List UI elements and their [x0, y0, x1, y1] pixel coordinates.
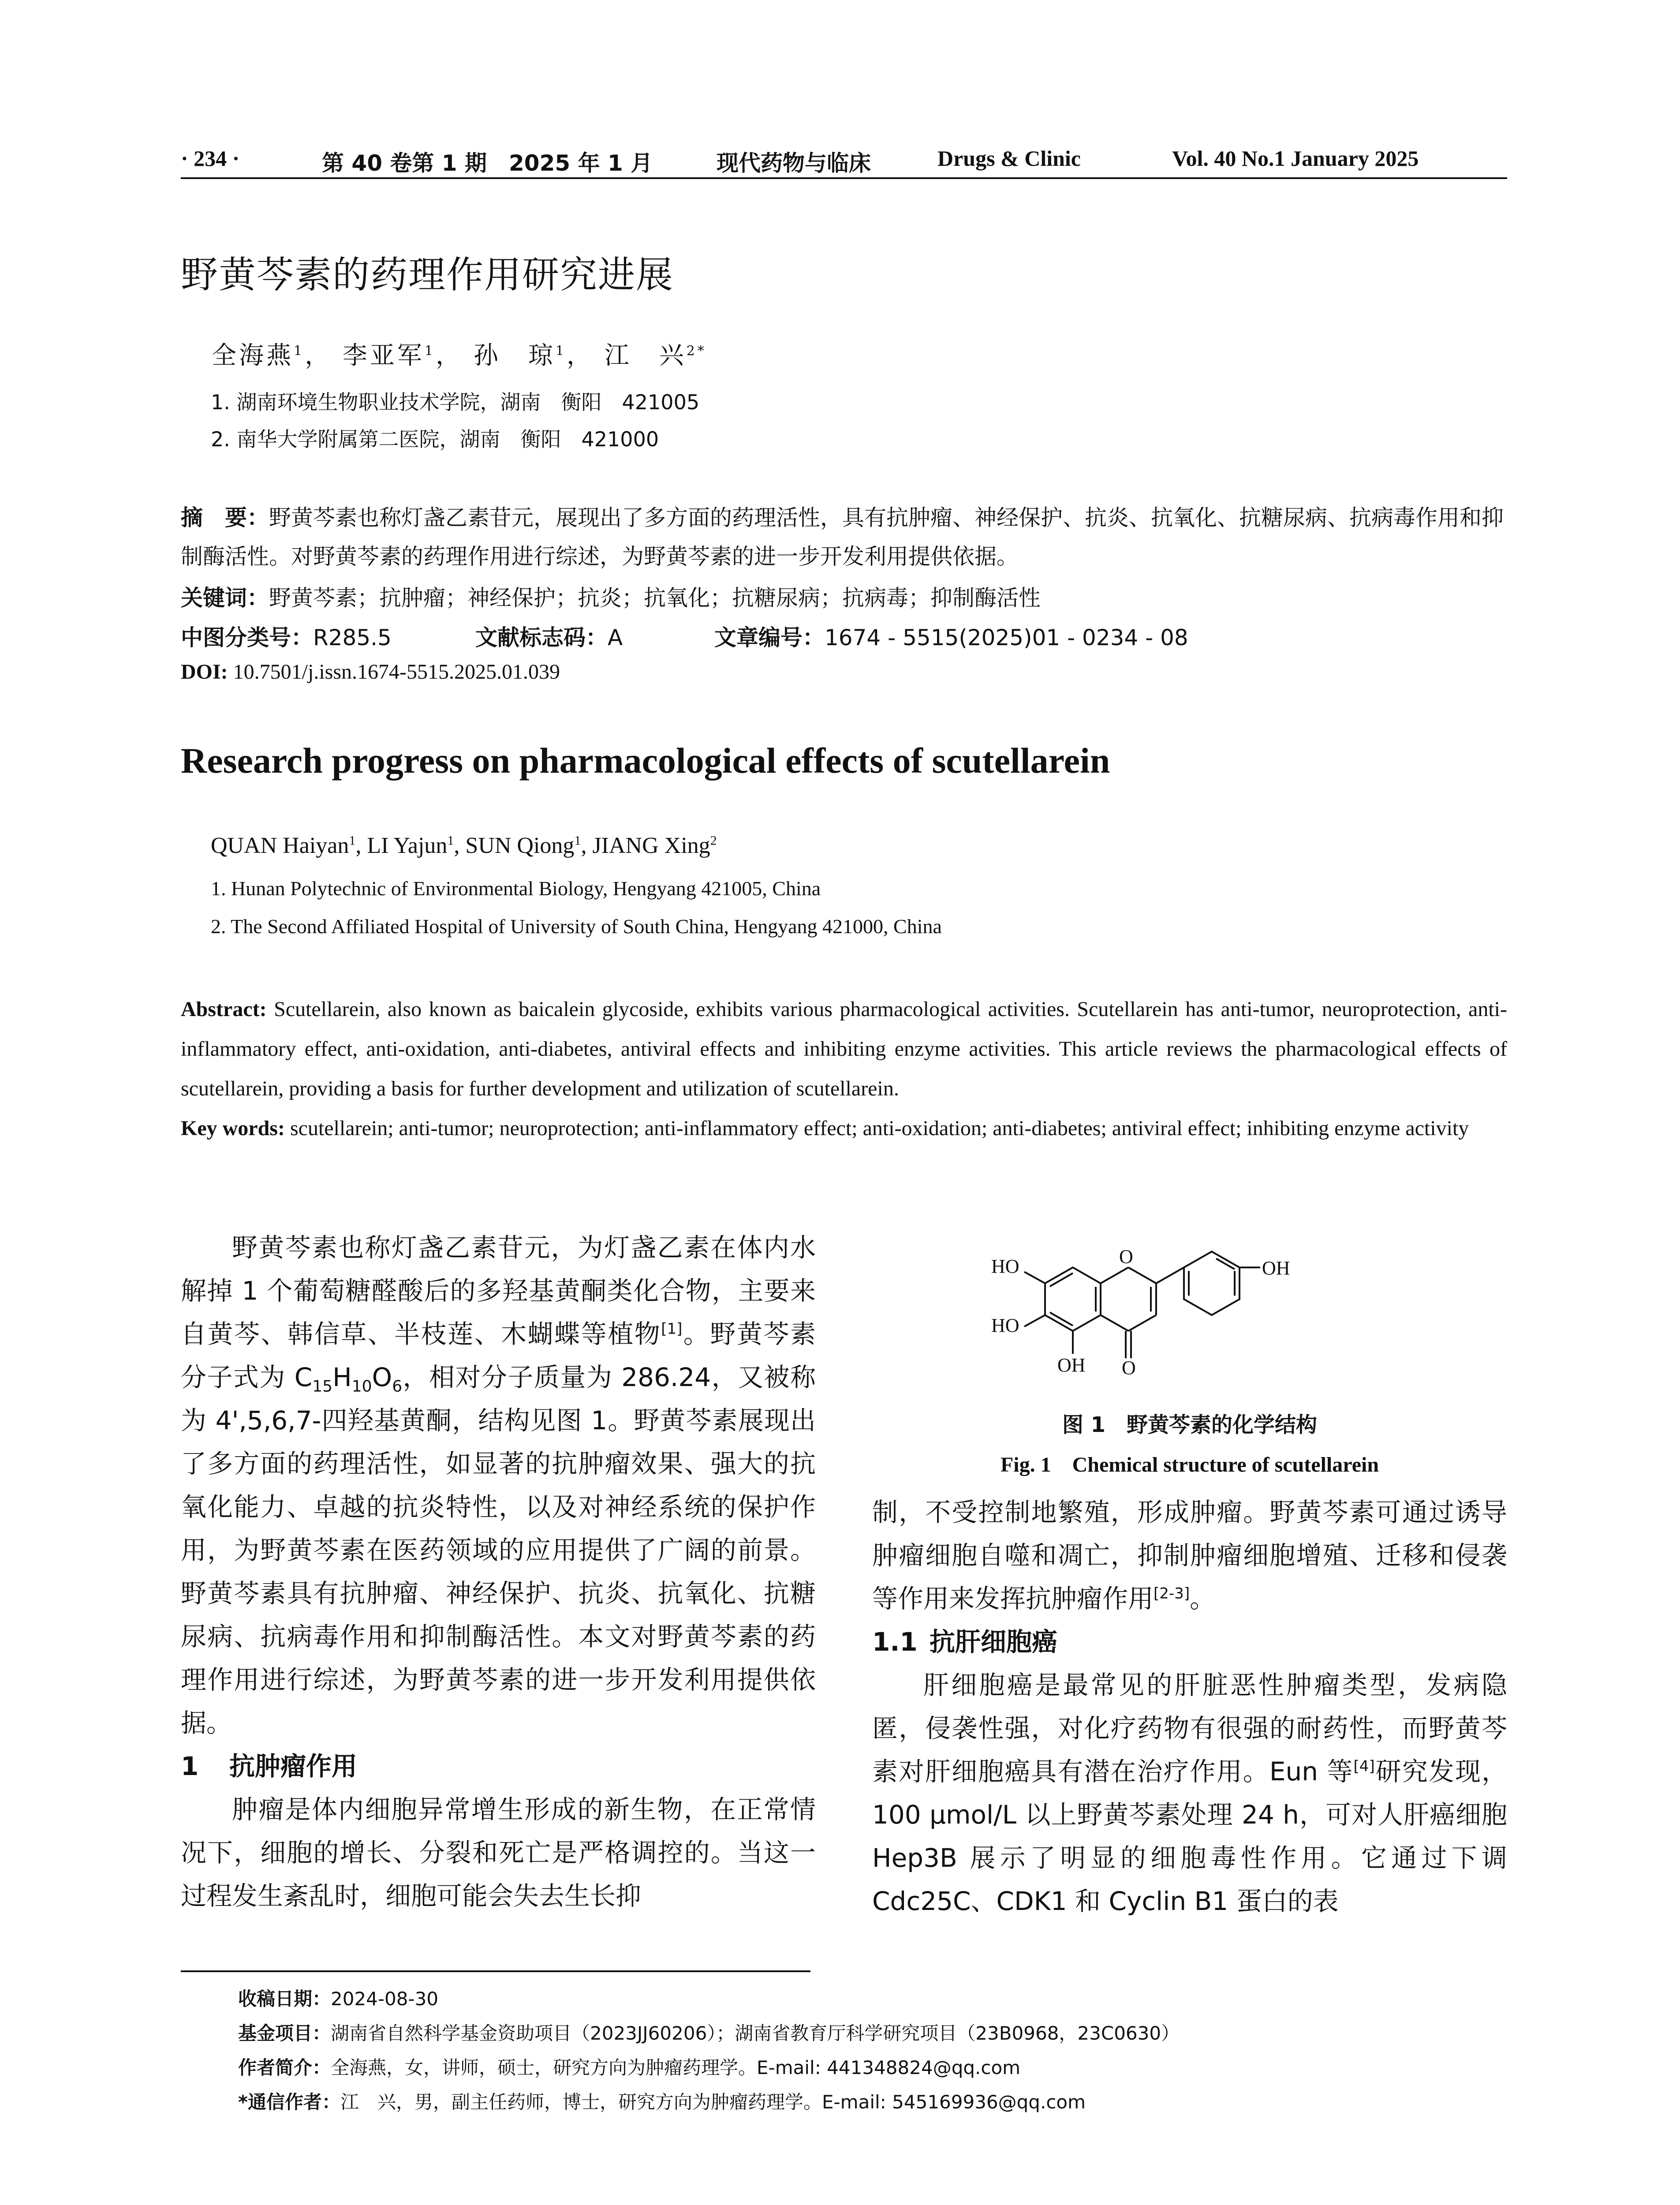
article-no-value: 1674 - 5515(2025)01 - 0234 - 08	[825, 625, 1188, 650]
footnote-funding	[238, 2019, 1180, 2045]
ring-oxygen-label: O	[1119, 1246, 1133, 1267]
body-right-column	[872, 1491, 1507, 1923]
footnote-corresponding	[238, 2088, 1086, 2114]
en-author-list	[211, 833, 717, 859]
cn-author-name: 李亚军	[342, 341, 425, 370]
cn-author-name: 全海燕	[212, 341, 294, 370]
section-1-1-text-a: 肝细胞癌是最常见的肝脏恶性肿瘤类型，发病隐匿，侵袭性强，对化疗药物有很强的耐药性，而野黄芩素对肝细胞癌具有潜在治疗作用。Eun 等	[872, 1670, 1507, 1786]
en-author-aff: 1	[447, 833, 454, 848]
cn-title: 野黄芩素的药理作用研究进展	[181, 253, 674, 296]
doi-value[interactable]: 10.7501/j.issn.1674-5515.2025.01.039	[233, 660, 560, 684]
en-author-aff: 1	[574, 833, 581, 848]
header-rule	[181, 177, 1507, 179]
cn-affiliation-2: 2. 南华大学附属第二医院，湖南 衡阳 421000	[211, 427, 659, 451]
citation-ref[interactable]: [1]	[661, 1320, 683, 1338]
cn-keywords-text: 野黄芩素；抗肿瘤；神经保护；抗炎；抗氧化；抗糖尿病；抗病毒；抑制酶活性	[269, 585, 1041, 611]
cn-classification-line	[181, 620, 1507, 651]
page-number: · 234 ·	[181, 146, 240, 171]
running-header	[181, 141, 1507, 181]
en-author-sep: ,	[581, 833, 593, 858]
en-author-aff: 2	[710, 833, 717, 848]
cn-keywords-label: 关键词：	[181, 585, 269, 611]
ring-c-bond	[1128, 1267, 1156, 1283]
cn-abstract-label: 摘 要：	[181, 505, 269, 531]
clc-item	[181, 620, 392, 652]
footnote-text: 全海燕，女，讲师，硕士，研究方向为肿瘤药理学。E-mail: 441348824@qq.com	[331, 2057, 1021, 2078]
body-left-column	[181, 1226, 816, 1917]
ring-a	[1045, 1267, 1101, 1331]
figure-caption-en: Fig. 1 Chemical structure of scutellarein	[1000, 1453, 1379, 1476]
figure-caption-cn: 图 1 野黄芩素的化学结构	[1062, 1413, 1318, 1437]
en-title: Research progress on pharmacological effects of scutellarein	[181, 740, 1110, 781]
footnote-rule	[181, 1970, 810, 1972]
cn-abstract-text: 野黄芩素也称灯盏乙素苷元，展现出了多方面的药理活性，具有抗肿瘤、神经保护、抗炎、抗氧化、抗糖尿病、抗病毒作用和抑制酶活性。对野黄芩素的药理作用进行综述，为野黄芩素的进一步开发利用提供依据。	[181, 505, 1504, 569]
footnote-label: 收稿日期：	[238, 1988, 331, 2010]
en-keywords-label: Key words:	[181, 1117, 285, 1140]
oh-bond	[1024, 1272, 1045, 1283]
citation-ref[interactable]: [2-3]	[1154, 1585, 1190, 1603]
section-number: 1.1	[872, 1627, 918, 1657]
en-author-name: QUAN Haiyan	[211, 833, 349, 858]
cn-author-sep: ，	[305, 341, 332, 370]
article-no-label: 文章编号：	[714, 625, 825, 650]
structure-labels	[991, 1246, 1290, 1379]
en-abstract-text: Scutellarein, also known as baicalein glycoside, exhibits various pharmacological activities. Scutellarein has anti-tumor, neuroprotection, anti-inflammatory effect, anti-oxidation, anti-diabetes, antiviral effects and inhibiting enzyme activities. This article reviews the pharmacological effects of scutellarein, providing a basis for further development and utilization of scutellarein.	[181, 998, 1507, 1100]
cn-author-name: 孙 琼	[473, 341, 556, 370]
en-affiliation-1: 1. Hunan Polytechnic of Environmental Biology, Hengyang 421005, China	[211, 877, 821, 900]
structure-bonds	[1024, 1252, 1260, 1358]
atom-label-oh-bottom: OH	[1057, 1354, 1086, 1376]
issue-cn: 第 40 卷第 1 期 2025 年 1 月	[322, 150, 653, 176]
en-keywords-text: scutellarein; anti-tumor; neuroprotection; anti-inflammatory effect; anti-oxidation; anti-diabetes; antiviral effect; inhibiting enzyme activity	[290, 1117, 1469, 1140]
ring-b-link	[1156, 1267, 1184, 1283]
cn-author-aff: 1	[555, 343, 567, 359]
journal-name-en: Drugs & Clinic	[937, 146, 1081, 171]
scutellarein-structure-svg	[872, 1226, 1507, 1402]
en-author-name: JIANG Xing	[592, 833, 710, 858]
ring-a-double-bond	[1050, 1273, 1073, 1286]
footnote-received	[238, 1984, 438, 2011]
en-abstract-label: Abstract:	[181, 998, 267, 1021]
cn-author-sep: ，	[436, 341, 463, 370]
formula-subscript: 15	[312, 1377, 333, 1396]
cn-affiliation-1: 1. 湖南环境生物职业技术学院，湖南 衡阳 421005	[211, 390, 700, 414]
continued-paragraph	[872, 1491, 1507, 1620]
intro-text-c: ，相对分子质量为 286.24，又被称为 4',5,6,7-四羟基黄酮，结构见图 1。野黄芩素展现出了多方面的药理活性，如显著的抗肿瘤效果、强大的抗氧化能力、卓越的抗炎特性，以及对神经系统的保护作用，为野黄芩素在医药领域的应用提供了广阔的前景。野黄芩素具有抗肿瘤、神经保护、抗炎、抗氧化、抗糖尿病、抗病毒作用和抑制酶活性。本文对野黄芩素的药理作用进行综述，为野黄芩素的进一步开发利用提供依据。	[181, 1362, 816, 1738]
doc-code-label: 文献标志码：	[475, 625, 608, 650]
clc-label: 中图分类号：	[181, 625, 313, 650]
en-author-sep: ,	[355, 833, 367, 858]
section-1-1-text-b: 研究发现，100 μmol/L 以上野黄芩素处理 24 h，可对人肝癌细胞 Hep3B 展示了明显的细胞毒性作用。它通过下调 Cdc25C、CDK1 和 Cyclin B1 蛋白的表	[872, 1757, 1507, 1916]
en-author-aff: 1	[349, 833, 356, 848]
footnote-text: 湖南省自然科学基金资助项目（2023JJ60206）；湖南省教育厅科学研究项目（23B0968，23C0630）	[331, 2022, 1180, 2044]
intro-text-a: 野黄芩素也称灯盏乙素苷元，为灯盏乙素在体内水解掉 1 个葡萄糖醛酸后的多羟基黄酮类化合物，主要来自黄芩、韩信草、半枝莲、木蝴蝶等植物	[181, 1233, 816, 1349]
formula-element: O	[372, 1362, 392, 1392]
continued-text-b: 。	[1190, 1584, 1216, 1614]
atom-label-o-carbonyl: O	[1122, 1357, 1136, 1379]
article-no-item	[714, 620, 1188, 652]
cn-abstract	[181, 498, 1507, 576]
cn-author-list	[212, 336, 707, 371]
footnote-label: 基金项目：	[238, 2022, 331, 2044]
issue-en: Vol. 40 No.1 January 2025	[1172, 146, 1419, 171]
section-heading-1-1	[872, 1620, 1507, 1663]
cn-keywords	[181, 580, 1041, 612]
en-abstract	[181, 990, 1507, 1109]
doc-code-item	[475, 620, 623, 652]
cn-author-aff: 2*	[686, 343, 707, 359]
citation-ref[interactable]: [4]	[1353, 1757, 1375, 1775]
ring-c-bond	[1101, 1267, 1128, 1283]
intro-paragraph	[181, 1226, 816, 1745]
journal-name-cn: 现代药物与临床	[717, 150, 871, 176]
doi-label: DOI:	[181, 660, 228, 684]
cn-author-aff: 1	[294, 343, 305, 359]
cn-author-name: 江 兴	[604, 341, 687, 370]
footnote-text: 2024-08-30	[331, 1988, 439, 2010]
footnote-label: *通信作者：	[238, 2091, 340, 2113]
section-title: 抗肝细胞癌	[930, 1627, 1058, 1657]
formula-subscript: 10	[351, 1377, 372, 1396]
ring-c-bond	[1101, 1315, 1128, 1331]
en-author-name: LI Yajun	[367, 833, 448, 858]
section-title: 抗肿瘤作用	[229, 1751, 358, 1781]
footnote-author-bio	[238, 2053, 1020, 2080]
ring-b	[1184, 1252, 1239, 1315]
atom-label-ho-mid: HO	[991, 1315, 1019, 1336]
formula-element: H	[332, 1362, 352, 1392]
doi	[181, 660, 560, 684]
intro-text-b: 。野黄芩素分子式为 C	[181, 1319, 816, 1392]
formula-subscript: 6	[392, 1377, 403, 1396]
continued-text-a: 制，不受控制地繁殖，形成肿瘤。野黄芩素可通过诱导肿瘤细胞自噬和凋亡，抑制肿瘤细胞增殖、迁移和侵袭等作用来发挥抗肿瘤作用	[872, 1497, 1507, 1614]
footnote-label: 作者简介：	[238, 2057, 331, 2078]
en-affiliation-2: 2. The Second Affiliated Hospital of University of South China, Hengyang 421000, China	[211, 915, 942, 938]
section-1-1-paragraph	[872, 1663, 1507, 1923]
oh-bond	[1024, 1315, 1045, 1327]
section-number: 1	[181, 1751, 199, 1781]
section-heading-1	[181, 1745, 816, 1788]
cn-author-aff: 1	[424, 343, 436, 359]
section-1-paragraph: 肿瘤是体内细胞异常增生形成的新生物，在正常情况下，细胞的增长、分裂和死亡是严格调控的。当这一过程发生紊乱时，细胞可能会失去生长抑	[181, 1794, 816, 1911]
atom-label-ho-top: HO	[991, 1256, 1019, 1277]
en-keywords	[181, 1109, 1507, 1148]
en-author-sep: ,	[454, 833, 466, 858]
cn-author-sep: ，	[566, 341, 594, 370]
footnote-text: 江 兴，男，副主任药师，博士，研究方向为肿瘤药理学。E-mail: 545169936@qq.com	[340, 2091, 1086, 2113]
clc-value: R285.5	[313, 625, 392, 650]
doc-code-value: A	[608, 625, 623, 650]
en-author-name: SUN Qiong	[465, 833, 575, 858]
ring-c-bond	[1128, 1315, 1156, 1331]
atom-label-oh-right: OH	[1262, 1257, 1290, 1279]
